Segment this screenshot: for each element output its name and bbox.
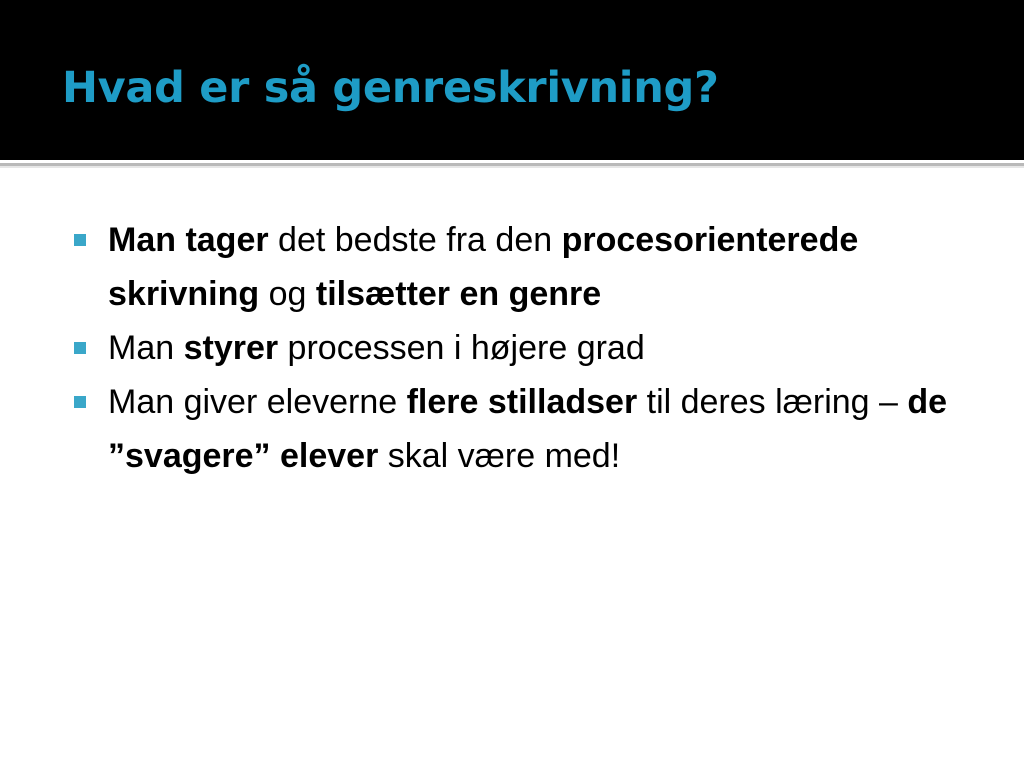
bullet-text: det bedste fra den [268,221,562,259]
bullet-text-bold: procesorienterede skrivning [108,221,859,313]
bullet-text: til deres læring – [637,383,908,421]
bullet-text-bold: de ”svagere” elever [108,383,948,475]
bullet-text: Man [108,329,184,367]
bullet-text: processen i højere grad [278,329,645,367]
bullet-text-bold: flere stilladser [406,383,638,421]
bullet-item [72,375,972,483]
slide-title: Hvad er så genreskrivning? [62,63,719,113]
square-bullet-icon [74,234,86,246]
square-bullet-icon [74,342,86,354]
bullet-item [72,321,972,375]
bullet-text: Man giver eleverne [108,383,407,421]
bullet-text: skal være med! [378,437,621,475]
bullet-list [72,213,972,483]
bullet-text-bold: tilsætter en genre [315,275,602,313]
bullet-text: og [259,275,316,313]
title-band [0,0,1024,160]
square-bullet-icon [74,396,86,408]
bullet-text-bold: styrer [183,329,279,367]
bullet-item [72,213,972,321]
title-divider-shadow-light [0,166,1024,168]
bullet-text-bold: Man tager [108,221,269,259]
